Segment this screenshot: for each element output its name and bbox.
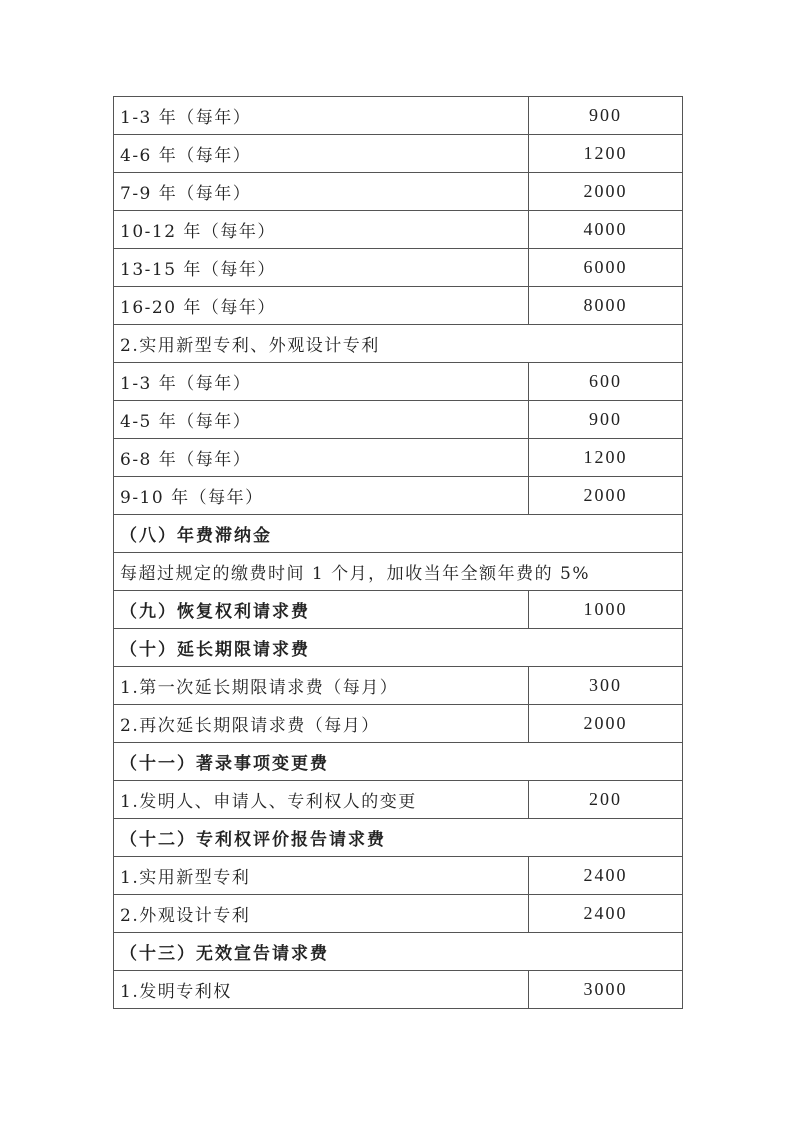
fee-item-label: 1.第一次延长期限请求费（每月） xyxy=(114,667,529,705)
fee-item-label: 4-6 年（每年） xyxy=(114,135,529,173)
late-fee-note: 每超过规定的缴费时间 1 个月，加收当年全额年费的 5% xyxy=(114,553,683,591)
fee-amount: 8000 xyxy=(529,287,683,325)
table-row xyxy=(114,401,683,439)
fee-amount: 2000 xyxy=(529,705,683,743)
section-heading: （十二）专利权评价报告请求费 xyxy=(114,819,683,857)
table-row-heading xyxy=(114,819,683,857)
table-row-heading xyxy=(114,629,683,667)
fee-amount: 1200 xyxy=(529,135,683,173)
fee-amount: 1200 xyxy=(529,439,683,477)
section-heading: （九）恢复权利请求费 xyxy=(114,591,529,629)
table-row xyxy=(114,667,683,705)
fee-item-label: 10-12 年（每年） xyxy=(114,211,529,249)
table-row xyxy=(114,211,683,249)
table-row-note xyxy=(114,553,683,591)
fee-item-label: 13-15 年（每年） xyxy=(114,249,529,287)
fee-amount: 3000 xyxy=(529,971,683,1009)
fee-amount: 900 xyxy=(529,401,683,439)
table-row xyxy=(114,363,683,401)
fee-item-label: 7-9 年（每年） xyxy=(114,173,529,211)
fee-item-label: 2.再次延长期限请求费（每月） xyxy=(114,705,529,743)
table-row-heading xyxy=(114,933,683,971)
fee-amount: 300 xyxy=(529,667,683,705)
fee-amount: 200 xyxy=(529,781,683,819)
fee-amount: 2000 xyxy=(529,477,683,515)
table-row-subheading xyxy=(114,325,683,363)
fee-amount: 2000 xyxy=(529,173,683,211)
fee-item-label: 1.实用新型专利 xyxy=(114,857,529,895)
fee-item-label: 4-5 年（每年） xyxy=(114,401,529,439)
fee-item-label: 1-3 年（每年） xyxy=(114,363,529,401)
table-row xyxy=(114,477,683,515)
section-heading: （十三）无效宣告请求费 xyxy=(114,933,683,971)
table-row xyxy=(114,173,683,211)
fee-amount: 600 xyxy=(529,363,683,401)
table-row xyxy=(114,971,683,1009)
fee-amount: 2400 xyxy=(529,857,683,895)
table-row xyxy=(114,857,683,895)
table-row xyxy=(114,97,683,135)
table-row xyxy=(114,249,683,287)
table-row xyxy=(114,781,683,819)
section-heading: （八）年费滞纳金 xyxy=(114,515,683,553)
fee-item-label: 9-10 年（每年） xyxy=(114,477,529,515)
fee-table xyxy=(113,96,683,1009)
table-row-heading xyxy=(114,515,683,553)
table-row xyxy=(114,439,683,477)
subsection-heading: 2.实用新型专利、外观设计专利 xyxy=(114,325,683,363)
table-row-heading xyxy=(114,743,683,781)
table-row xyxy=(114,287,683,325)
section-heading: （十）延长期限请求费 xyxy=(114,629,683,667)
table-row xyxy=(114,135,683,173)
table-row xyxy=(114,705,683,743)
section-heading: （十一）著录事项变更费 xyxy=(114,743,683,781)
fee-item-label: 1-3 年（每年） xyxy=(114,97,529,135)
fee-amount: 6000 xyxy=(529,249,683,287)
fee-amount: 1000 xyxy=(529,591,683,629)
fee-item-label: 6-8 年（每年） xyxy=(114,439,529,477)
fee-amount: 2400 xyxy=(529,895,683,933)
fee-item-label: 16-20 年（每年） xyxy=(114,287,529,325)
table-row xyxy=(114,895,683,933)
fee-amount: 900 xyxy=(529,97,683,135)
fee-amount: 4000 xyxy=(529,211,683,249)
table-row-heading xyxy=(114,591,683,629)
fee-item-label: 2.外观设计专利 xyxy=(114,895,529,933)
fee-item-label: 1.发明专利权 xyxy=(114,971,529,1009)
fee-item-label: 1.发明人、申请人、专利权人的变更 xyxy=(114,781,529,819)
